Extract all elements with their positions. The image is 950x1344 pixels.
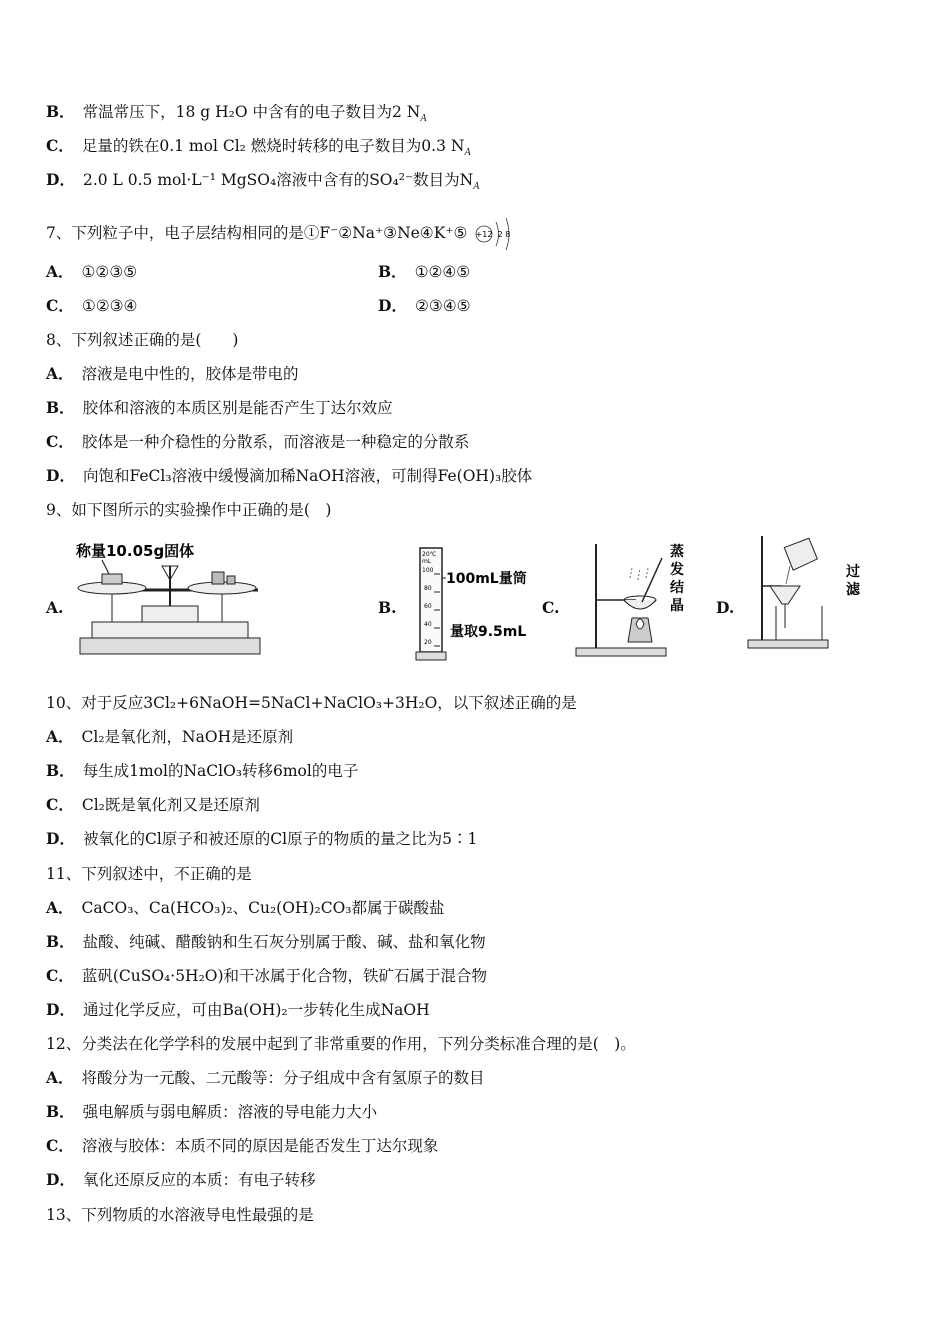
q8-c-label: C． [46, 432, 74, 451]
cylinder-scale-20: 20 [424, 639, 432, 646]
q8-stem: 8、下列叙述正确的是( ) [46, 331, 239, 349]
q6-c-text: 足量的铁在0.1 mol Cl₂ 燃烧时转移的电子数目为0.3 N [81, 137, 465, 155]
q9-b-label: B. [378, 598, 397, 617]
q8-d-label: D． [46, 466, 75, 485]
balance-figure [72, 536, 272, 661]
q8-option-a [46, 364, 299, 384]
q7-stem-line [46, 216, 518, 252]
q11-b-label: B． [46, 932, 75, 951]
q12-d-label: D． [46, 1170, 75, 1189]
cylinder-caption-volume: 100mL量筒 [446, 571, 527, 587]
q7-d-text: ②③④⑤ [414, 297, 471, 315]
q12-d-text: 氧化还原反应的本质：有电子转移 [82, 1171, 316, 1189]
q6-c-label: C． [46, 136, 74, 155]
q7-options-row2 [46, 296, 471, 316]
q10-stem: 10、对于反应3Cl₂+6NaOH=5NaCl+NaClO₃+3H₂O，以下叙述正确的是 [46, 694, 577, 712]
q11-option-c [46, 966, 487, 986]
q12-b-text: 强电解质与弱电解质：溶液的导电能力大小 [82, 1103, 378, 1121]
q7-d-label: D． [378, 296, 407, 315]
q10-a-text: Cl₂是氧化剂，NaOH是还原剂 [81, 728, 294, 746]
atom-structure-diagram [474, 216, 518, 252]
q10-option-d [46, 829, 477, 849]
cylinder-scale-40: 40 [424, 621, 432, 628]
q7-b-label: B． [378, 262, 407, 281]
evaporation-caption: 蒸发结晶 [670, 544, 684, 614]
q7-options-row1 [46, 262, 471, 282]
q9-stem: 9、如下图所示的实验操作中正确的是( ) [46, 501, 332, 519]
q11-b-text: 盐酸、纯碱、醋酸钠和生石灰分别属于酸、碱、盐和氧化物 [82, 933, 486, 951]
q10-b-text: 每生成1mol的NaClO₃转移6mol的电子 [82, 762, 359, 780]
q12-a-label: A． [46, 1068, 74, 1087]
q8-b-text: 胶体和溶液的本质区别是能否产生丁达尔效应 [82, 399, 393, 417]
cylinder-scale-80: 80 [424, 585, 432, 592]
q8-a-label: A． [46, 364, 74, 383]
q12-option-a [46, 1068, 485, 1088]
q11-option-d [46, 1000, 430, 1020]
q10-b-label: B． [46, 761, 75, 780]
q12-c-text: 溶液与胶体：本质不同的原因是能否发生丁达尔现象 [81, 1137, 439, 1155]
atom-shells-label: 2 8 [497, 230, 511, 239]
q6-option-c [46, 136, 471, 159]
cylinder-scale-60: 60 [424, 603, 432, 610]
balance-caption: 称量10.05g固体 [76, 542, 195, 560]
q11-c-text: 蓝矾(CuSO₄·5H₂O)和干冰属于化合物，铁矿石属于混合物 [81, 967, 488, 985]
q9-figure-row [46, 536, 926, 666]
q9-c-label: C. [542, 598, 560, 617]
cylinder-caption-measure: 量取9.5mL [450, 624, 527, 640]
q7-c-text: ①②③④ [81, 297, 138, 315]
q8-c-text: 胶体是一种介稳性的分散系，而溶液是一种稳定的分散系 [81, 433, 470, 451]
q11-d-text: 通过化学反应，可由Ba(OH)₂一步转化生成NaOH [82, 1001, 430, 1019]
q8-option-d [46, 466, 532, 486]
q6-d-label: D． [46, 170, 75, 189]
q10-a-label: A． [46, 727, 74, 746]
cylinder-scale-100: 100 [422, 567, 434, 574]
q10-d-label: D． [46, 829, 75, 848]
q7-b-text: ①②④⑤ [414, 263, 471, 281]
q11-option-b [46, 932, 486, 952]
q8-b-label: B． [46, 398, 75, 417]
q8-d-text: 向饱和FeCl₃溶液中缓慢滴加稀NaOH溶液，可制得Fe(OH)₃胶体 [82, 467, 533, 485]
q9-d-label: D. [716, 598, 735, 617]
q6-b-text: 常温常压下，18 g H₂O 中含有的电子数目为2 N [82, 103, 421, 121]
q12-option-c [46, 1136, 438, 1156]
filtration-caption: 过滤 [846, 564, 860, 598]
q10-option-a [46, 727, 293, 747]
q6-d-text: 2.0 L 0.5 mol·L⁻¹ MgSO₄溶液中含有的SO₄²⁻数目为N [82, 171, 474, 189]
q7-a-text: ①②③⑤ [81, 263, 138, 281]
filtration-figure [742, 536, 872, 654]
q12-a-text: 将酸分为一元酸、二元酸等：分子组成中含有氢原子的数目 [81, 1069, 485, 1087]
q11-option-a [46, 898, 445, 918]
q10-option-b [46, 761, 358, 781]
q12-option-d [46, 1170, 315, 1190]
graduated-cylinder-figure [410, 544, 540, 662]
q10-option-c [46, 795, 260, 815]
q8-option-b [46, 398, 393, 418]
q13-stem: 13、下列物质的水溶液导电性最强的是 [46, 1206, 314, 1224]
q10-c-text: Cl₂既是氧化剂又是还原剂 [81, 796, 260, 814]
atom-nucleus-label: +12 [475, 230, 493, 239]
q6-c-subscript: A [464, 147, 471, 159]
q10-d-text: 被氧化的Cl原子和被还原的Cl原子的物质的量之比为5∶1 [82, 830, 478, 848]
q6-b-label: B． [46, 102, 75, 121]
q6-option-d [46, 170, 480, 193]
q7-c-label: C． [46, 296, 74, 315]
cylinder-unit-mark: mL [422, 558, 432, 565]
q11-d-label: D． [46, 1000, 75, 1019]
q6-d-subscript: A [473, 181, 480, 193]
q11-a-text: CaCO₃、Ca(HCO₃)₂、Cu₂(OH)₂CO₃都属于碳酸盐 [81, 899, 445, 917]
q12-b-label: B． [46, 1102, 75, 1121]
q8-a-text: 溶液是电中性的，胶体是带电的 [81, 365, 299, 383]
q12-c-label: C． [46, 1136, 74, 1155]
q6-option-b [46, 102, 427, 125]
q8-option-c [46, 432, 469, 452]
q9-a-label: A. [46, 598, 64, 617]
cylinder-temp-mark: 20℃ [422, 551, 437, 558]
q7-stem: 7、下列粒子中，电子层结构相同的是①F⁻②Na⁺③Ne④K⁺⑤ [46, 224, 468, 242]
q7-a-label: A． [46, 262, 74, 281]
evaporation-figure [572, 538, 692, 662]
q11-c-label: C． [46, 966, 74, 985]
q12-option-b [46, 1102, 377, 1122]
q11-a-label: A． [46, 898, 74, 917]
q12-stem: 12、分类法在化学学科的发展中起到了非常重要的作用，下列分类标准合理的是( )。 [46, 1035, 636, 1053]
q11-stem: 11、下列叙述中，不正确的是 [46, 865, 252, 883]
q10-c-label: C． [46, 795, 74, 814]
q6-b-subscript: A [420, 113, 427, 125]
